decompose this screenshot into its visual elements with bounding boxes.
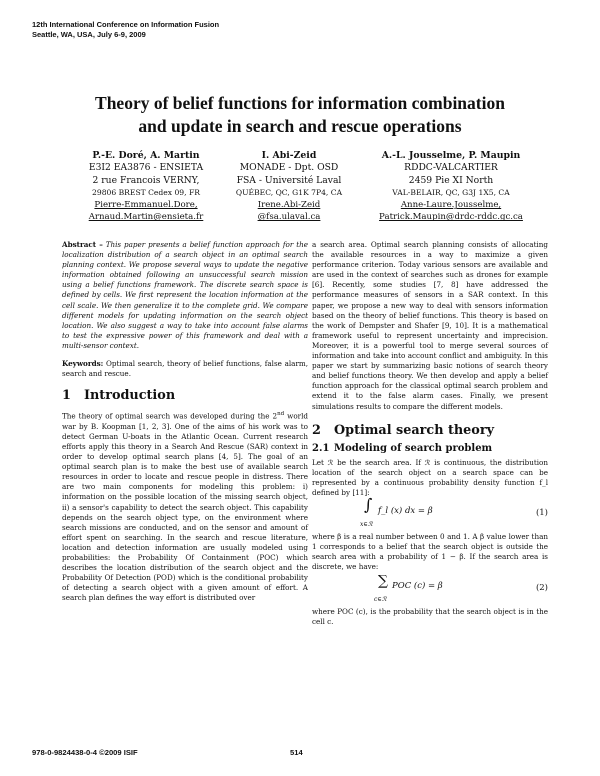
author-address: 2459 Pie XI North [408, 174, 494, 186]
author-city: 29806 BREST Cedex 09, FR [92, 187, 200, 197]
title-line-1: Theory of belief functions for information combination [95, 93, 505, 113]
author-address: 2 rue Francois VERNY, [92, 174, 200, 186]
abstract-text: This paper presents a belief function approach for the localization distribution of a search object in an optimal search planning context. We propose several ways to update the negative information obtained following an unsuccessful search mission using a belief functions framework. The discrete search space is defined by cells. We first represent the location information at the cell scale. We then generalize it to the complete grid. We compare different models for updating information on the search object location. We also suggest a way to take into account false alarms to test the expressive power of this framework and deal with a multi-sensor context. [62, 240, 308, 350]
intro-text-a: The theory of optimal search was developed during the 2 [62, 411, 278, 421]
abstract-label: Abstract – [62, 240, 103, 249]
author-email[interactable]: Pierre-Emmanuel.Dore, [94, 200, 198, 211]
section-heading-optimal-search [312, 422, 548, 438]
author-affiliation: RDDC-VALCARTIER [404, 162, 498, 174]
title-line-2: and update in search and rescue operations [138, 116, 462, 136]
integral-domain: x∈ℛ [360, 521, 373, 529]
section-number: 2 [312, 422, 321, 438]
introduction-paragraph [62, 409, 308, 603]
author-email[interactable]: Anne-Laure.Jousselme, [400, 200, 502, 211]
poc-paragraph: where POC (c), is the probability that the search object is in the cell c. [312, 606, 548, 626]
author-name: P.-E. Doré, A. Martin [92, 150, 200, 161]
section-number: 1 [62, 388, 71, 404]
author-affiliation: E3I2 EA3876 - ENSIETA [88, 162, 204, 174]
equation-number: (1) [535, 508, 548, 519]
ordinal-superscript: nd [277, 411, 285, 418]
equation-body [360, 495, 433, 529]
equation-expression: POC (c) = β [392, 580, 443, 591]
footer-isbn: 978-0-9824438-0-4 ©2009 ISIF [32, 748, 138, 757]
left-column [62, 240, 308, 603]
equation-body [374, 572, 443, 603]
conference-location: Seattle, WA, USA, July 6-9, 2009 [32, 29, 146, 39]
model-paragraph: Let ℛ be the search area. If ℛ is continuous, the distribution location of the search object on a search space can be represented by a continuous probability density function f_l defined by [11]: [312, 457, 548, 498]
conference-name: 12th International Conference on Information Fusion [32, 20, 220, 29]
abstract [62, 240, 308, 351]
keywords-label: Keywords: [62, 359, 104, 369]
author-affiliation: MONADE - Dpt. OSD [239, 162, 339, 174]
sum-sign: ∑ [378, 572, 388, 589]
author-name: I. Abi-Zeid [261, 150, 317, 161]
conference-header [32, 20, 219, 39]
section-title: Introduction [84, 388, 176, 404]
section-title: Optimal search theory [334, 422, 495, 438]
beta-paragraph: where β is a real number between 0 and 1. A β value lower than 1 corresponds to a belief that the search object is outside the search area with a probability of 1 − β. If the search area is discrete, we have: [312, 532, 548, 572]
integral-sign: ∫ [364, 495, 373, 515]
author-name: A.-L. Jousselme, P. Maupin [381, 150, 521, 161]
keywords [62, 359, 308, 379]
subsection-title: Modeling of search problem [334, 442, 493, 454]
equation-2 [312, 572, 548, 605]
subsection-number: 2.1 [312, 442, 330, 454]
author-city: QUÉBEC, QC, G1K 7P4, CA [235, 187, 343, 197]
author-email[interactable]: @fsa.ulaval.ca [257, 212, 321, 223]
author-address: FSA - Université Laval [236, 174, 342, 186]
author-group-1 [56, 150, 236, 224]
author-group-2 [214, 150, 364, 224]
intro-text-b: world war by B. Koopman [1, 2, 3]. One of the aims of his work was to detect German U-boats in the Atlantic Ocean. Current research efforts apply this theory in a Search And Rescue (SAR) context in order to develop optimal search plans [4, 5]. The goal of an optimal search plan is to make the best use of available search resources in order to locate and rescue people in distress. There are two main components for modeling this problem: i) information on the possible location of the missing search object, ii) a sensor's capability to detect the search object. This capability depends on the search object type, on the environment where search missions are conducted, and on the sensor and amount of effort spent on searching. In the search and rescue literature, location and detection information are usually modeled using probabilities: the Probability Of Containment (POC) which describes the location distribution of the search object and the Probability Of Detection (POD) which is the conditional probability of detecting a search object with a given amount of effort. A search plan defines the way effort is distributed over [62, 411, 308, 603]
intro-continued-paragraph: a search area. Optimal search planning consists of allocating the available resources in a way to maximize a given performance criterion. Today various sensors are available and are used in the context of searches such as drones for example [6]. Recently, some studies [7, 8] have addressed the performance measures of sensors in a SAR context. In this paper, we propose a new way to deal with sensors information based on the theory of belief functions. This theory is based on the work of Dempster and Shafer [9, 10]. It is a mathematical framework useful to represent uncertainty and imprecision. Moreover, it is a powerful tool to merge several sources of information and take into account conflict and ambiguity. In this paper we start by summarizing basic notions of search theory and belief functions theory. We then develop and apply a belief function approach for the classical optimal search problem and extend it to the false alarm cases. Finally, we present simulations results to compare the different models. [312, 240, 548, 411]
author-group-3 [366, 150, 536, 224]
equation-1 [312, 495, 548, 530]
section-heading-introduction [62, 388, 308, 404]
author-city: VAL-BELAIR, QC, G3J 1X5, CA [392, 187, 510, 197]
equation-number: (2) [535, 582, 548, 593]
author-email[interactable]: Irene.Abi-Zeid [257, 200, 321, 211]
author-email[interactable]: Patrick.Maupin@drdc-rddc.gc.ca [379, 212, 523, 223]
author-email[interactable]: Arnaud.Martin@ensieta.fr [88, 212, 204, 223]
subsection-heading [312, 444, 548, 454]
keywords-text: Optimal search, theory of belief functions, false alarm, search and rescue. [62, 359, 308, 379]
page-number: 514 [290, 748, 303, 757]
right-column [312, 240, 548, 627]
sum-domain: c∈ℛ [374, 595, 387, 603]
equation-expression: f_l (x) dx = β [378, 506, 433, 517]
paper-title [40, 92, 560, 138]
